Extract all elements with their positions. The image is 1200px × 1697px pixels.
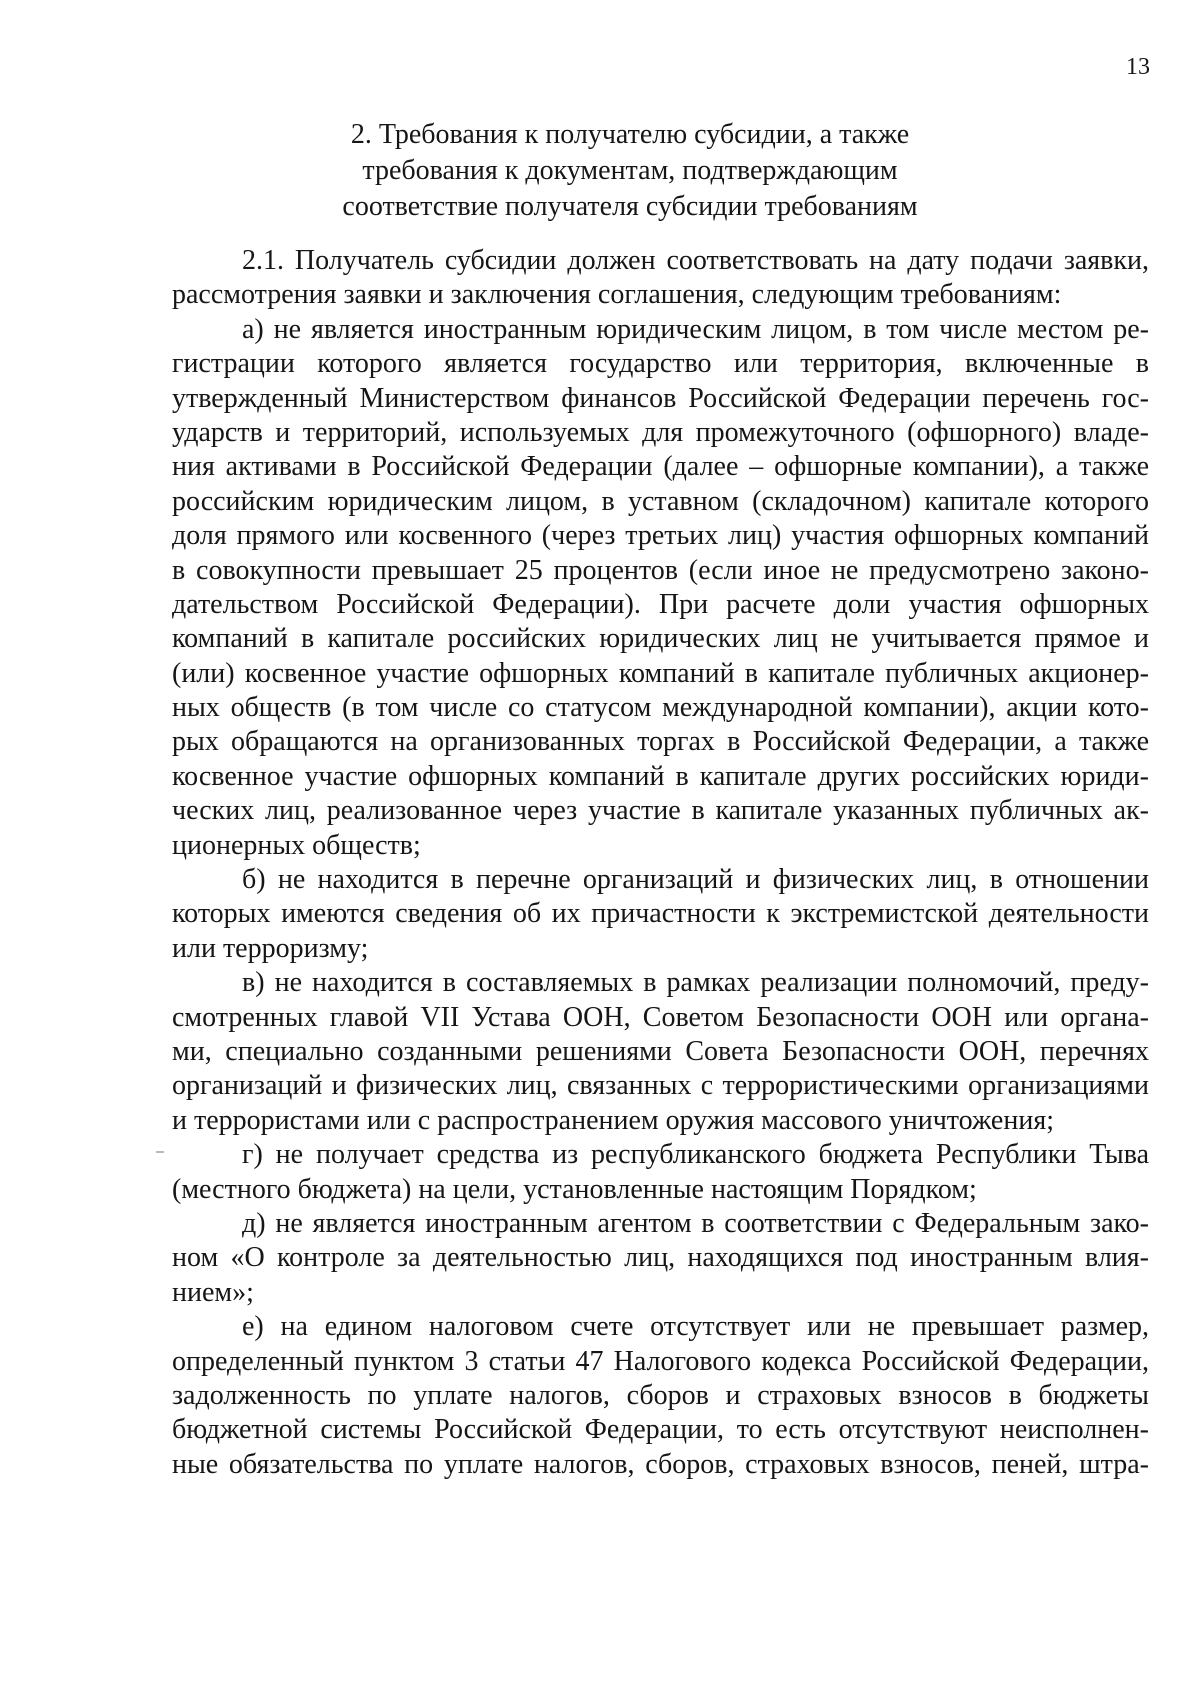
text-line: российским юридическим лицом, в уставном (складочном) капитале которого	[172, 485, 1149, 517]
text-line: компаний в капитале российских юридических лиц не учитывается прямое и	[172, 623, 1149, 655]
text-line: и террористами или с распространением оружия массового уничтожения;	[172, 1104, 1054, 1136]
text-line: определенный пунктом 3 статьи 47 Налогового кодекса Российской Федерации,	[172, 1345, 1149, 1377]
section-heading	[250, 117, 1010, 225]
text-line: в совокупности превышает 25 процентов (если иное не предусмотрено законо-	[172, 554, 1149, 586]
text-line: ческих лиц, реализованное через участие в капитале указанных публичных ак-	[172, 795, 1149, 827]
section-heading-line: соответствие получателя субсидии требованиям	[342, 191, 918, 222]
text-line: г) не получает средства из республиканского бюджета Республики Тыва	[242, 1139, 1149, 1171]
text-line: ния активами в Российской Федерации (далее – офшорные компании), а также	[172, 451, 1149, 483]
text-line: смотренных главой VII Устава ООН, Советом Безопасности ООН или органа-	[172, 1001, 1149, 1033]
body-text	[172, 244, 1149, 1482]
page-number: 13	[1126, 54, 1150, 80]
text-line: бюджетной системы Российской Федерации, то есть отсутствуют неисполнен-	[172, 1414, 1149, 1446]
text-line: которых имеются сведения об их причастности к экстремистской деятельности	[172, 898, 1149, 930]
text-line: рассмотрения заявки и заключения соглашения, следующим требованиям:	[172, 279, 1062, 311]
text-line: задолженность по уплате налогов, сборов и страховых взносов в бюджеты	[172, 1379, 1149, 1411]
text-line: или терроризму;	[172, 932, 369, 964]
text-line: ционерных обществ;	[172, 829, 421, 861]
text-line: доля прямого или косвенного (через третьих лиц) участия офшорных компаний	[172, 520, 1149, 552]
text-line: дательством Российской Федерации). При расчете доли участия офшорных	[172, 588, 1149, 620]
text-line: д) не является иностранным агентом в соответствии с Федеральным зако-	[242, 1207, 1149, 1239]
text-line: ном «О контроле за деятельностью лиц, находящихся под иностранным влия-	[172, 1242, 1149, 1274]
text-line: нием»;	[172, 1276, 254, 1308]
text-line: утвержденный Министерством финансов Российской Федерации перечень гос-	[172, 382, 1149, 414]
scan-margin-mark	[156, 1151, 164, 1153]
text-line: организаций и физических лиц, связанных с террористическими организациями	[172, 1070, 1149, 1102]
text-line: ные обязательства по уплате налогов, сборов, страховых взносов, пеней, штра-	[172, 1448, 1149, 1480]
text-line: в) не находится в составляемых в рамках реализации полномочий, преду-	[242, 967, 1149, 999]
section-heading-line: 2. Требования к получателю субсидии, а также	[350, 119, 910, 150]
text-line: (местного бюджета) на цели, установленные настоящим Порядком;	[172, 1173, 977, 1205]
text-line: 2.1. Получатель субсидии должен соответствовать на дату подачи заявки,	[242, 245, 1149, 276]
text-line: гистрации которого является государство или территория, включенные в	[172, 348, 1149, 380]
text-line: а) не является иностранным юридическим лицом, в том числе местом ре-	[242, 313, 1149, 345]
text-line: ударств и территорий, используемых для промежуточного (офшорного) владе-	[172, 416, 1149, 448]
text-line: (или) косвенное участие офшорных компаний в капитале публичных акционер-	[172, 657, 1149, 689]
text-line: ных обществ (в том числе со статусом международной компании), акции кото-	[172, 692, 1149, 724]
text-line: б) не находится в перечне организаций и физических лиц, в отношении	[242, 864, 1149, 896]
text-line: рых обращаются на организованных торгах в Российской Федерации, а также	[172, 726, 1149, 758]
text-line: ми, специально созданными решениями Совета Безопасности ООН, перечнях	[172, 1035, 1149, 1067]
section-heading-line: требования к документам, подтверждающим	[362, 155, 898, 186]
text-line: е) на едином налоговом счете отсутствует или не превышает размер,	[242, 1311, 1149, 1343]
text-line: косвенное участие офшорных компаний в капитале других российских юриди-	[172, 760, 1149, 792]
